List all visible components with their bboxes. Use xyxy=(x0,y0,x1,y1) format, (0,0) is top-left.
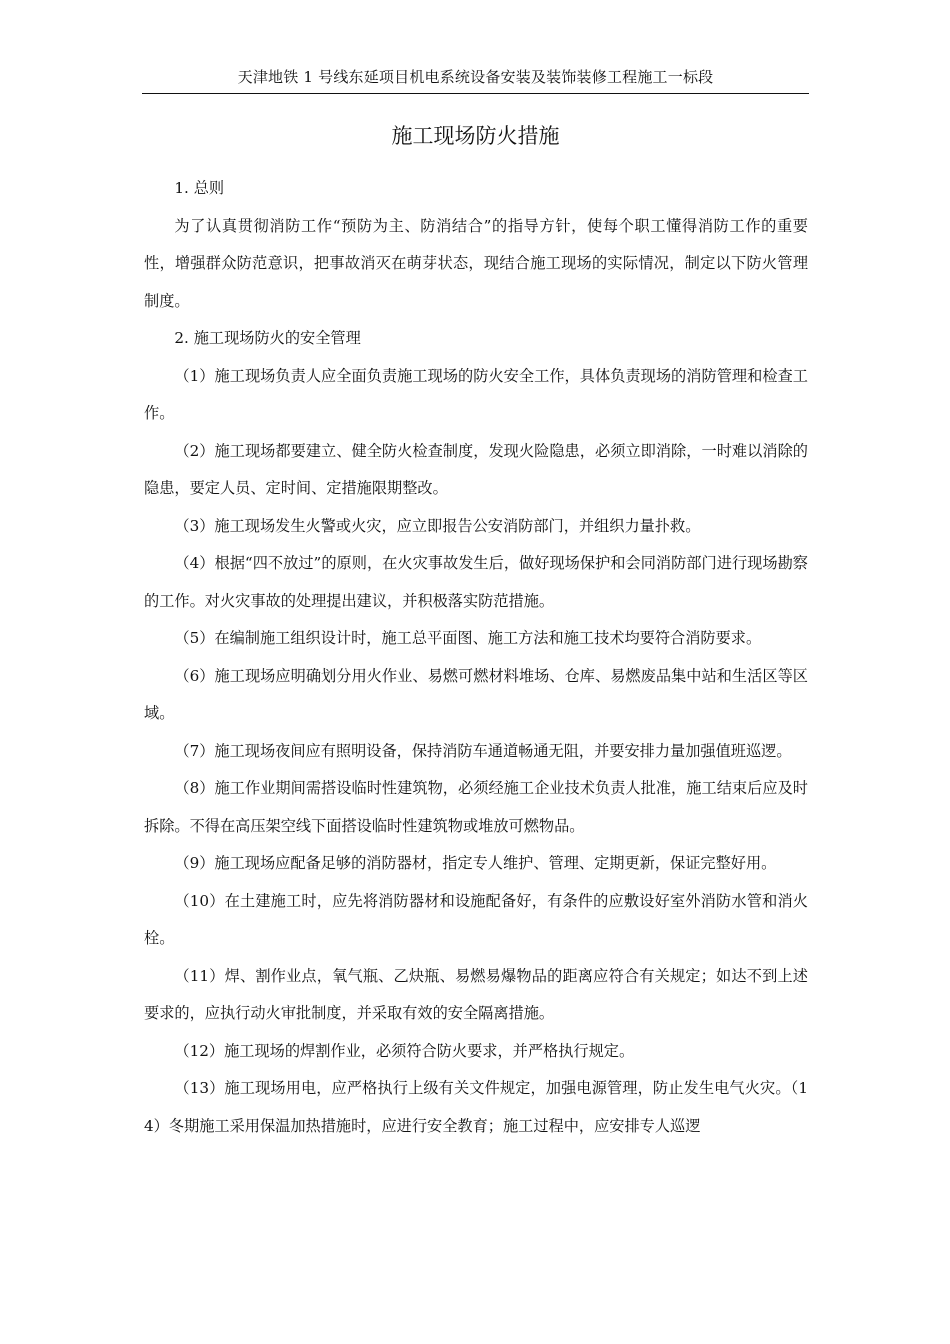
clause-7: （7）施工现场夜间应有照明设备，保持消防车通道畅通无阻，并要安排力量加强值班巡逻。 xyxy=(174,741,792,760)
document-title: 施工现场防火措施 xyxy=(391,124,560,148)
document-body xyxy=(144,170,808,1145)
clause-13-14: （13）施工现场用电，应严格执行上级有关文件规定，加强电源管理，防止发生电气火灾。（14）冬期施工采用保温加热措施时，应进行安全教育；施工过程中，应安排专人巡逻 xyxy=(144,1079,808,1135)
clause-8: （8）施工作业期间需搭设临时性建筑物，必须经施工企业技术负责人批准，施工结束后应及时拆除。不得在高压架空线下面搭设临时性建筑物或堆放可燃物品。 xyxy=(144,779,808,835)
clause-6: （6）施工现场应明确划分用火作业、易燃可燃材料堆场、仓库、易燃废品集中站和生活区等区域。 xyxy=(144,666,808,722)
section-heading-general: 1. 总则 xyxy=(174,179,225,197)
clause-11: （11）焊、割作业点，氧气瓶、乙炔瓶、易燃易爆物品的距离应符合有关规定；如达不到上述要求的，应执行动火审批制度，并采取有效的安全隔离措施。 xyxy=(144,966,808,1022)
page-header: 天津地铁 1 号线东延项目机电系统设备安装及装饰装修工程施工一标段 xyxy=(237,68,714,86)
clause-1: （1）施工现场负责人应全面负责施工现场的防火安全工作，具体负责现场的消防管理和检查工作。 xyxy=(144,366,808,422)
clause-2: （2）施工现场都要建立、健全防火检查制度，发现火险隐患，必须立即消除，一时难以消除的隐患，要定人员、定时间、定措施限期整改。 xyxy=(144,441,808,497)
clause-3: （3）施工现场发生火警或火灾，应立即报告公安消防部门，并组织力量扑救。 xyxy=(174,516,701,535)
clause-5: （5）在编制施工组织设计时，施工总平面图、施工方法和施工技术均要符合消防要求。 xyxy=(174,629,762,647)
clause-10: （10）在土建施工时，应先将消防器材和设施配备好，有条件的应敷设好室外消防水管和消火栓。 xyxy=(144,891,808,947)
clause-9: （9）施工现场应配备足够的消防器材，指定专人维护、管理、定期更新，保证完整好用。 xyxy=(174,854,777,872)
clause-4: （4）根据“四不放过”的原则，在火灾事故发生后，做好现场保护和会同消防部门进行现场勘察的工作。对火灾事故的处理提出建议，并积极落实防范措施。 xyxy=(144,554,808,610)
paragraph-general: 为了认真贯彻消防工作“预防为主、防消结合”的指导方针，使每个职工懂得消防工作的重要性，增强群众防范意识，把事故消灭在萌芽状态，现结合施工现场的实际情况，制定以下防火管理制度。 xyxy=(144,216,808,310)
section-heading-safety-management: 2. 施工现场防火的安全管理 xyxy=(174,329,361,347)
clause-12: （12）施工现场的焊割作业，必须符合防火要求，并严格执行规定。 xyxy=(174,1041,635,1060)
header-divider xyxy=(142,93,809,94)
